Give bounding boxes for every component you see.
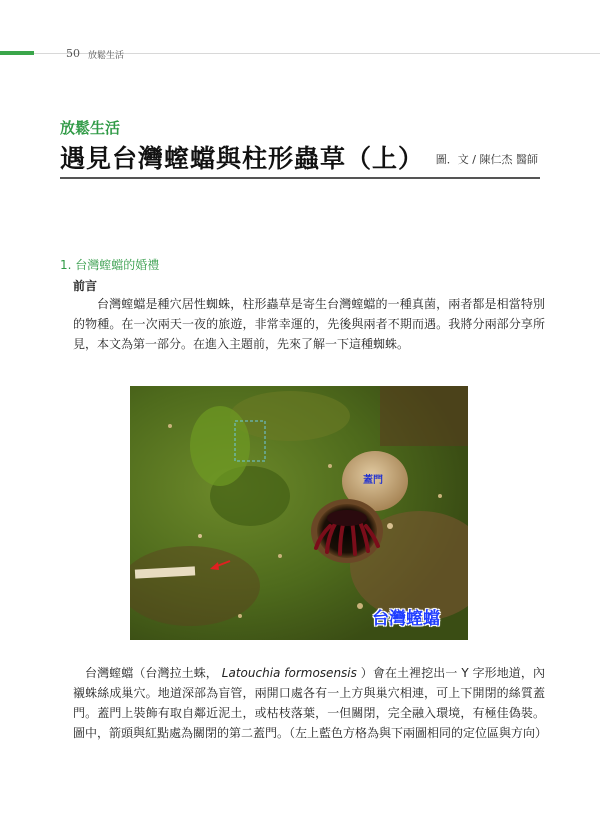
header-accent-bar xyxy=(0,51,34,55)
section-heading: 1. 台灣螲蟷的婚禮 xyxy=(60,258,160,272)
photo-illustration xyxy=(130,386,468,640)
article-byline: 圖．文 / 陳仁杰 醫師 xyxy=(435,153,538,166)
spider-burrow-photo xyxy=(130,386,468,640)
paragraph-intro: 台灣螲蟷是種穴居性蜘蛛，柱形蟲草是寄生台灣螲蟷的一種真菌，兩者都是相當特別的物種。在一次兩天一夜的旅遊，非常幸運的，先後與兩者不期而遇。我將分兩部分享所見，本文為第一部分。在進入主題前，先來了解一下這種蜘蛛。 xyxy=(73,297,545,351)
paragraph-description xyxy=(73,663,548,743)
latin-species-name: Latouchia formosensis xyxy=(221,666,357,680)
subheading: 前言 xyxy=(73,279,98,293)
photo-label-species: 台灣螲蟷 xyxy=(372,609,440,629)
photo-label-trapdoor: 蓋門 xyxy=(363,475,383,486)
running-header: 放鬆生活 xyxy=(88,51,125,61)
article-title: 遇見台灣螲蟷與柱形蟲草（上） xyxy=(60,144,425,173)
paragraph-description-rest: ）會在土裡挖出一 Y 字形地道，內襯蛛絲成巢穴。地道深部為盲管，兩開口處各有一上方與巢穴相連，可上下開閉的絲質蓋門。蓋門上裝飾有取自鄰近泥土，或枯枝落葉，一但關閉，完全融入環境，有極佳偽裝。圖中，箭頭與紅點處為關閉的第二蓋門。（左上藍色方格為與下兩圖相同的定位區與方向） xyxy=(73,666,548,740)
page-number: 50 xyxy=(66,47,80,60)
title-rule xyxy=(60,177,540,179)
paragraph-description-start: 台灣螲蟷（台灣拉土蛛， xyxy=(85,666,218,680)
article-kicker: 放鬆生活 xyxy=(60,119,121,137)
